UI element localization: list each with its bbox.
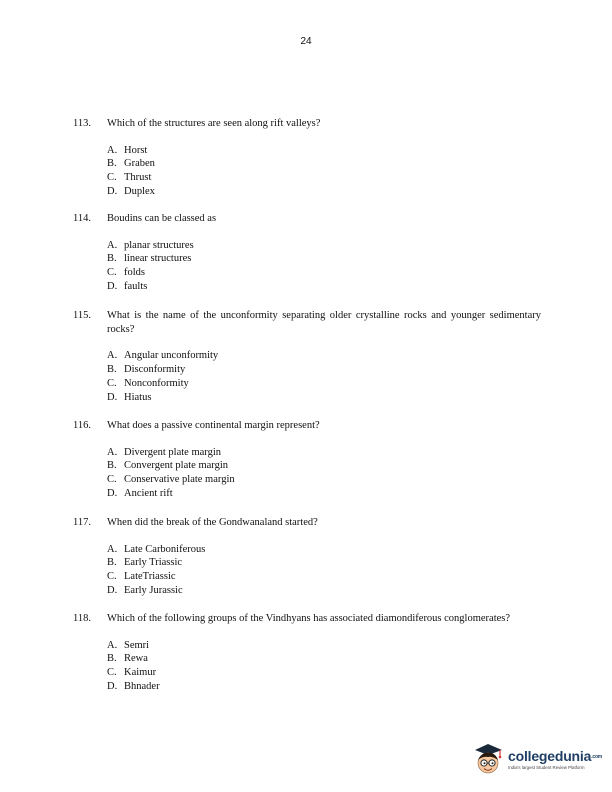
option-c: C. LateTriassic	[107, 571, 176, 583]
option-a: A. Angular unconformity	[107, 350, 219, 362]
option-a: A. Semri	[107, 639, 150, 651]
option-a: A. planar structures	[107, 239, 194, 251]
question-113	[73, 117, 541, 199]
question-118	[73, 612, 541, 694]
question-117	[73, 516, 541, 598]
option-list	[107, 349, 541, 404]
option-d: D. Early Jurassic	[107, 584, 183, 596]
page-number: 24	[300, 36, 312, 47]
collegedunia-logo	[472, 741, 604, 779]
question-115	[73, 309, 541, 404]
brand-name: collegedunia.com	[508, 748, 603, 765]
option-c: C. Nonconformity	[107, 377, 189, 389]
option-list	[107, 239, 541, 294]
option-a: A. Horst	[107, 144, 148, 156]
student-mascot-icon	[472, 742, 506, 778]
question-text: What is the name of the unconformity separating older crystalline rocks and younger sedimentary rocks?	[107, 310, 541, 335]
option-c: C. Thrust	[107, 172, 152, 184]
question-116	[73, 419, 541, 501]
question-text: Which of the structures are seen along rift valleys?	[107, 118, 321, 129]
question-text: Boudins can be classed as	[107, 213, 217, 224]
option-c: C. Conservative plate margin	[107, 474, 235, 486]
option-a: A. Late Carboniferous	[107, 543, 206, 555]
option-d: D. faults	[107, 280, 148, 292]
option-a: A. Divergent plate margin	[107, 446, 222, 458]
option-c: C. folds	[107, 267, 145, 279]
option-b: B. Disconformity	[107, 363, 186, 375]
option-c: C. Kaimur	[107, 667, 157, 679]
brand-tagline: India's largest Student Review Platform	[508, 764, 585, 770]
option-list	[107, 144, 541, 199]
question-text: What does a passive continental margin represent?	[107, 420, 320, 431]
option-b: B. Rewa	[107, 653, 148, 665]
question-number: 116.	[73, 420, 91, 431]
option-list	[107, 543, 541, 598]
option-list	[107, 446, 541, 501]
option-b: B. linear structures	[107, 253, 192, 265]
question-number: 118.	[73, 613, 91, 624]
question-number: 117.	[73, 517, 91, 528]
option-d: D. Ancient rift	[107, 487, 173, 499]
option-d: D. Duplex	[107, 185, 155, 197]
option-d: D. Bhnader	[107, 680, 160, 692]
question-number: 114.	[73, 213, 91, 224]
option-b: B. Graben	[107, 158, 155, 170]
question-text: Which of the following groups of the Vindhyans has associated diamondiferous conglomerates?	[107, 613, 511, 624]
option-list	[107, 639, 541, 694]
question-number: 113.	[73, 118, 91, 129]
question-114	[73, 212, 541, 294]
option-b: B. Early Triassic	[107, 557, 183, 569]
option-b: B. Convergent plate margin	[107, 460, 229, 472]
option-d: D. Hiatus	[107, 391, 152, 403]
question-number: 115.	[73, 310, 91, 321]
question-text: When did the break of the Gondwanaland started?	[107, 517, 318, 528]
